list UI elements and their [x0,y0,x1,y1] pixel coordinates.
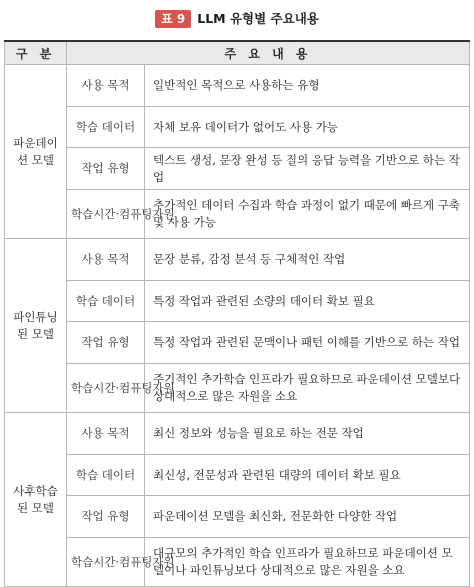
model-type-cell: 파운데이션 모델 [5,65,67,239]
row-label: 작업 유형 [67,322,145,364]
table-number-badge: 표 9 [155,10,191,28]
header-type: 구 분 [5,41,67,65]
header-content: 주 요 내 용 [67,41,470,65]
row-content: 일반적인 목적으로 사용하는 유형 [145,65,470,107]
row-content: 특정 작업과 관련된 소량의 데이터 확보 필요 [145,281,470,322]
table-row [5,496,470,538]
row-content: 특정 작업과 관련된 문맥이나 패턴 이해를 기반으로 하는 작업 [145,322,470,364]
row-content: 추가적인 데이터 수집과 학습 과정이 없기 때문에 빠르게 구축 및 사용 가능 [145,190,470,239]
table-header-row [5,41,470,65]
row-label: 작업 유형 [67,496,145,538]
row-label: 사용 목적 [67,239,145,281]
row-content: 자체 보유 데이터가 없어도 사용 가능 [145,107,470,148]
row-content: 텍스트 생성, 문장 완성 등 질의 응답 능력을 기반으로 하는 작업 [145,148,470,190]
table-row [5,413,470,455]
table-row [5,364,470,413]
table-title: LLM 유형별 주요내용 [197,11,319,26]
row-label: 학습 데이터 [67,455,145,496]
table-row [5,455,470,496]
row-content: 대규모의 추가적인 학습 인프라가 필요하므로 파운데이션 모델이나 파인튜닝보다 상대적으로 많은 자원을 소요 [145,538,470,587]
row-label: 학습시간·컴퓨팅자원 [67,364,145,413]
table-row [5,281,470,322]
model-type-cell: 파인튜닝된 모델 [5,239,67,413]
table-row [5,322,470,364]
row-label: 학습 데이터 [67,107,145,148]
row-content: 최신 정보와 성능을 필요로 하는 전문 작업 [145,413,470,455]
row-label: 사용 목적 [67,65,145,107]
row-label: 작업 유형 [67,148,145,190]
table-row [5,239,470,281]
table-row [5,190,470,239]
row-label: 학습시간·컴퓨팅자원 [67,538,145,587]
table-row [5,148,470,190]
row-label: 사용 목적 [67,413,145,455]
table-caption [0,8,474,30]
row-label: 학습 데이터 [67,281,145,322]
row-content: 주기적인 추가학습 인프라가 필요하므로 파운데이션 모델보다 상대적으로 많은 자원을 소요 [145,364,470,413]
table-row [5,107,470,148]
model-type-cell: 사후학습된 모델 [5,413,67,587]
table-row [5,538,470,587]
table-row [5,65,470,107]
llm-type-table [4,40,470,587]
row-label: 학습시간·컴퓨팅자원 [67,190,145,239]
row-content: 문장 분류, 감정 분석 등 구체적인 작업 [145,239,470,281]
row-content: 파운데이션 모델을 최신화, 전문화한 다양한 작업 [145,496,470,538]
row-content: 최신성, 전문성과 관련된 대량의 데이터 확보 필요 [145,455,470,496]
